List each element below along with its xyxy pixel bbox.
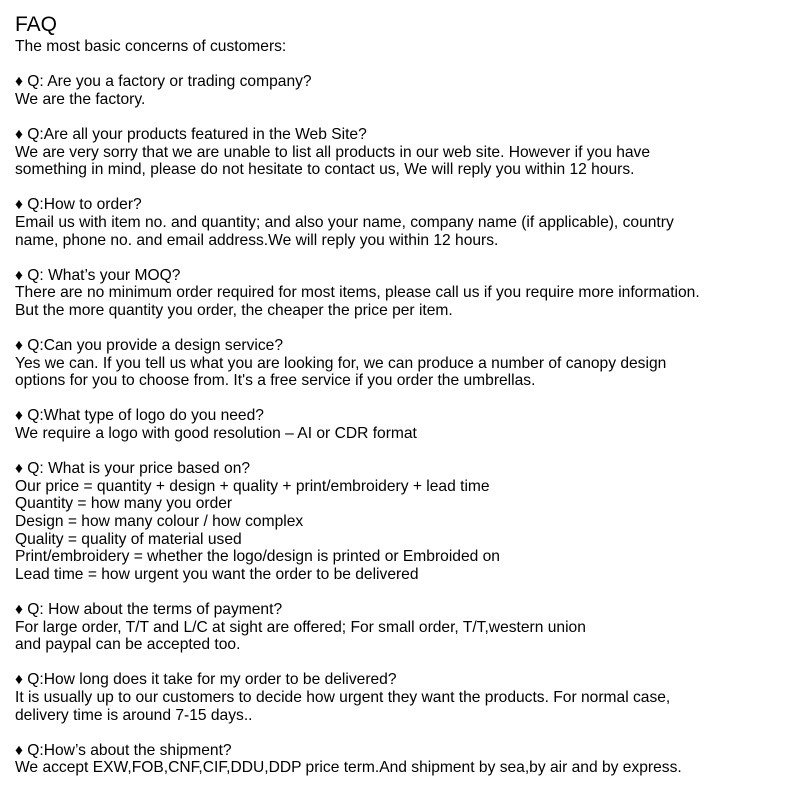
faq-answer-line: Quantity = how many you order — [15, 495, 233, 513]
faq-answer-line: Yes we can. If you tell us what you are looking for, we can produce a number of canopy design — [15, 354, 667, 372]
faq-answer-line: name, phone no. and email address.We will reply you within 12 hours. — [15, 231, 499, 249]
faq-item — [15, 196, 795, 249]
faq-item — [15, 671, 795, 724]
faq-question: ♦ Q: What is your price based on? — [15, 460, 251, 478]
faq-answer-line: We require a logo with good resolution – AI or CDR format — [15, 425, 417, 443]
faq-item — [15, 601, 795, 654]
faq-answer-line: But the more quantity you order, the cheaper the price per item. — [15, 301, 453, 319]
page-title: FAQ — [15, 13, 58, 36]
faq-item — [15, 460, 795, 583]
faq-list — [15, 73, 795, 777]
faq-item — [15, 126, 795, 179]
faq-question: ♦ Q:How to order? — [15, 196, 142, 214]
faq-question: ♦ Q: What’s your MOQ? — [15, 266, 181, 284]
faq-answer-line: There are no minimum order required for most items, please call us if you require more information. — [15, 284, 700, 302]
faq-page — [15, 12, 795, 795]
faq-question: ♦ Q: Are you a factory or trading company? — [15, 73, 312, 91]
faq-answer-line: Our price = quantity + design + quality + print/embroidery + lead time — [15, 477, 490, 495]
faq-answer-line: Lead time = how urgent you want the order to be delivered — [15, 565, 419, 583]
faq-question: ♦ Q:How long does it take for my order to be delivered? — [15, 671, 397, 689]
page-subtitle: The most basic concerns of customers: — [15, 38, 287, 55]
faq-question: ♦ Q:How’s about the shipment? — [15, 741, 232, 759]
faq-answer-line: Print/embroidery = whether the logo/design is printed or Embroided on — [15, 548, 500, 566]
faq-question: ♦ Q: How about the terms of payment? — [15, 601, 283, 618]
faq-answer-line: For large order, T/T and L/C at sight are offered; For small order, T/T,western union — [15, 618, 586, 636]
faq-item — [15, 73, 795, 108]
faq-answer-line: and paypal can be accepted too. — [15, 636, 241, 654]
faq-answer-line: Email us with item no. and quantity; and also your name, company name (if applicable), country — [15, 213, 674, 231]
faq-item — [15, 742, 795, 777]
faq-item — [15, 407, 795, 442]
faq-item — [15, 337, 795, 390]
faq-answer-line: We are the factory. — [15, 90, 146, 108]
faq-answer-line: options for you to choose from. It's a free service if you order the umbrellas. — [15, 372, 536, 390]
faq-answer-line: We are very sorry that we are unable to list all products in our web site. However if you have — [15, 143, 651, 161]
faq-answer-line: Design = how many colour / how complex — [15, 513, 304, 531]
faq-question: ♦ Q:What type of logo do you need? — [15, 407, 264, 425]
faq-answer-line: We accept EXW,FOB,CNF,CIF,DDU,DDP price term.And shipment by sea,by air and by express. — [15, 759, 682, 777]
faq-answer-line: something in mind, please do not hesitate to contact us, We will reply you within 12 hours. — [15, 161, 635, 179]
faq-question: ♦ Q:Are all your products featured in the Web Site? — [15, 125, 367, 143]
faq-item — [15, 267, 795, 320]
faq-answer-line: It is usually up to our customers to decide how urgent they want the products. For normal case, — [15, 688, 671, 706]
faq-answer-line: Quality = quality of material used — [15, 530, 242, 548]
faq-answer-line: delivery time is around 7-15 days.. — [15, 706, 253, 724]
faq-question: ♦ Q:Can you provide a design service? — [15, 337, 283, 355]
